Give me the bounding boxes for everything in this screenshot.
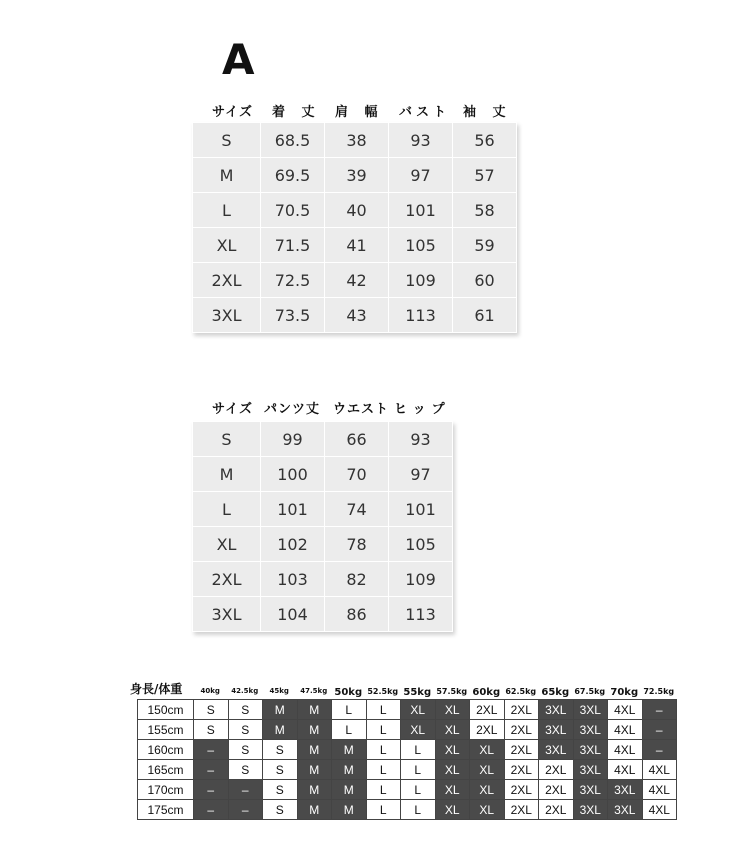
table-row — [193, 228, 517, 263]
value-cell: 113 — [389, 298, 453, 333]
size-cell: XL — [193, 527, 261, 562]
recommend-cell: S — [194, 720, 229, 740]
recommend-cell: 2XL — [470, 700, 505, 720]
recommend-cell: M — [263, 720, 298, 740]
recommend-cell: 3XL — [573, 760, 608, 780]
weight-label: 67.5kg — [574, 687, 606, 696]
value-cell: 105 — [389, 527, 453, 562]
recommend-cell: L — [366, 800, 401, 820]
recommend-cell: – — [642, 740, 677, 760]
recommend-cell: XL — [435, 740, 470, 760]
recommend-cell: L — [366, 740, 401, 760]
table-row — [138, 740, 677, 760]
table-b-header-size: サイズ — [212, 402, 253, 417]
value-cell: 59 — [453, 228, 517, 263]
recommend-cell: 2XL — [504, 700, 539, 720]
size-cell: XL — [193, 228, 261, 263]
recommend-cell: S — [263, 740, 298, 760]
recommend-cell: 4XL — [608, 720, 643, 740]
recommend-cell: 2XL — [504, 800, 539, 820]
table-row — [193, 597, 453, 632]
recommend-cell: M — [332, 780, 367, 800]
table-b-header-pants-length: パンツ丈 — [264, 402, 321, 417]
recommend-cell: XL — [401, 700, 436, 720]
recommend-cell: XL — [435, 760, 470, 780]
table-b-header-waist: ウエスト — [333, 402, 390, 417]
recommend-cell: M — [297, 800, 332, 820]
value-cell: 101 — [261, 492, 325, 527]
recommend-cell: 3XL — [608, 780, 643, 800]
size-cell: L — [193, 193, 261, 228]
size-cell: 3XL — [193, 597, 261, 632]
value-cell: 104 — [261, 597, 325, 632]
recommend-cell: L — [366, 760, 401, 780]
recommend-cell: M — [332, 760, 367, 780]
recommend-cell: S — [263, 800, 298, 820]
recommend-cell: 3XL — [608, 800, 643, 820]
height-cell: 165cm — [138, 760, 194, 780]
recommend-cell: XL — [435, 700, 470, 720]
recommend-cell: – — [228, 800, 263, 820]
recommend-cell: M — [297, 740, 332, 760]
size-cell: M — [193, 158, 261, 193]
value-cell: 103 — [261, 562, 325, 597]
weight-label: 47.5kg — [300, 687, 328, 695]
recommend-cell: – — [194, 780, 229, 800]
weight-label: 72.5kg — [643, 687, 675, 696]
table-row — [193, 158, 517, 193]
value-cell: 56 — [453, 123, 517, 158]
height-cell: 175cm — [138, 800, 194, 820]
recommend-cell: – — [642, 720, 677, 740]
value-cell: 66 — [325, 422, 389, 457]
recommend-cell: – — [194, 760, 229, 780]
value-cell: 71.5 — [261, 228, 325, 263]
recommend-cell: S — [263, 780, 298, 800]
recommend-cell: S — [228, 760, 263, 780]
size-cell: S — [193, 123, 261, 158]
size-cell: L — [193, 492, 261, 527]
value-cell: 60 — [453, 263, 517, 298]
weight-label: 42.5kg — [231, 687, 259, 695]
size-table-tops — [192, 122, 517, 333]
value-cell: 72.5 — [261, 263, 325, 298]
recommend-cell: M — [332, 740, 367, 760]
table-a-header-bust: バスト — [399, 105, 451, 120]
table-a-header-sleeve: 袖 丈 — [463, 105, 512, 120]
value-cell: 100 — [261, 457, 325, 492]
value-cell: 70 — [325, 457, 389, 492]
recommend-cell: 2XL — [504, 720, 539, 740]
weight-label: 60kg — [472, 687, 501, 698]
recommend-cell: 3XL — [573, 700, 608, 720]
recommend-cell: 2XL — [470, 720, 505, 740]
value-cell: 39 — [325, 158, 389, 193]
recommend-cell: L — [366, 720, 401, 740]
value-cell: 43 — [325, 298, 389, 333]
value-cell: 57 — [453, 158, 517, 193]
value-cell: 99 — [261, 422, 325, 457]
value-cell: 82 — [325, 562, 389, 597]
recommend-cell: M — [297, 700, 332, 720]
recommend-cell: L — [401, 740, 436, 760]
weight-label: 65kg — [541, 687, 570, 698]
table-row — [138, 720, 677, 740]
value-cell: 93 — [389, 123, 453, 158]
weight-label: 55kg — [403, 687, 432, 698]
recommend-cell: XL — [470, 760, 505, 780]
weight-label: 50kg — [334, 687, 363, 698]
table-row — [138, 780, 677, 800]
size-cell: 2XL — [193, 263, 261, 298]
value-cell: 97 — [389, 158, 453, 193]
recommend-cell: – — [194, 800, 229, 820]
recommend-cell: 4XL — [608, 740, 643, 760]
recommend-cell: L — [366, 700, 401, 720]
recommend-cell: S — [194, 700, 229, 720]
recommend-cell: 4XL — [642, 760, 677, 780]
value-cell: 40 — [325, 193, 389, 228]
recommend-cell: XL — [435, 780, 470, 800]
height-cell: 160cm — [138, 740, 194, 760]
weight-label: 57.5kg — [436, 687, 468, 696]
value-cell: 86 — [325, 597, 389, 632]
recommend-cell: 3XL — [539, 720, 574, 740]
size-cell: S — [193, 422, 261, 457]
weight-label: 52.5kg — [367, 687, 399, 696]
value-cell: 42 — [325, 263, 389, 298]
recommend-cell: S — [228, 700, 263, 720]
table-row — [193, 492, 453, 527]
recommend-cell: M — [297, 720, 332, 740]
recommend-cell: L — [332, 720, 367, 740]
recommend-cell: XL — [470, 800, 505, 820]
weight-label: 62.5kg — [505, 687, 537, 696]
recommend-cell: 2XL — [539, 780, 574, 800]
table-row — [193, 422, 453, 457]
table-b-header-hip: ヒップ — [394, 402, 451, 417]
size-table-pants — [192, 421, 453, 632]
recommend-cell: XL — [470, 780, 505, 800]
recommend-cell: XL — [435, 800, 470, 820]
size-cell: 2XL — [193, 562, 261, 597]
value-cell: 101 — [389, 193, 453, 228]
recommend-cell: 2XL — [504, 760, 539, 780]
recommend-cell: 3XL — [573, 800, 608, 820]
recommend-cell: – — [642, 700, 677, 720]
size-recommend-table — [137, 699, 677, 820]
table-a-header-size: サイズ — [212, 105, 253, 120]
value-cell: 109 — [389, 263, 453, 298]
table-a-header-length: 着 丈 — [272, 105, 321, 120]
recommend-cell: M — [263, 700, 298, 720]
recommend-cell: M — [332, 800, 367, 820]
recommend-cell: XL — [470, 740, 505, 760]
value-cell: 78 — [325, 527, 389, 562]
recommend-cell: 3XL — [573, 720, 608, 740]
value-cell: 38 — [325, 123, 389, 158]
size-cell: M — [193, 457, 261, 492]
section-letter: A — [222, 35, 255, 84]
value-cell: 109 — [389, 562, 453, 597]
value-cell: 68.5 — [261, 123, 325, 158]
value-cell: 61 — [453, 298, 517, 333]
table-row — [138, 700, 677, 720]
recommend-cell: XL — [435, 720, 470, 740]
table-row — [193, 263, 517, 298]
value-cell: 41 — [325, 228, 389, 263]
table-row — [193, 298, 517, 333]
recommend-cell: – — [194, 740, 229, 760]
height-cell: 155cm — [138, 720, 194, 740]
recommend-cell: 2XL — [504, 780, 539, 800]
value-cell: 97 — [389, 457, 453, 492]
table-row — [193, 562, 453, 597]
recommend-cell: 3XL — [539, 700, 574, 720]
table-row — [193, 123, 517, 158]
recommend-cell: XL — [401, 720, 436, 740]
value-cell: 101 — [389, 492, 453, 527]
table-row — [138, 760, 677, 780]
weight-label: 70kg — [610, 687, 639, 698]
recommend-cell: L — [366, 780, 401, 800]
value-cell: 70.5 — [261, 193, 325, 228]
recommend-cell: L — [401, 760, 436, 780]
recommend-cell: 3XL — [573, 780, 608, 800]
weight-label: 45kg — [269, 687, 289, 695]
value-cell: 74 — [325, 492, 389, 527]
table-row — [193, 457, 453, 492]
recommend-title: 身長/体重 — [130, 682, 183, 696]
recommend-cell: M — [297, 760, 332, 780]
recommend-cell: 4XL — [642, 780, 677, 800]
weight-label: 40kg — [200, 687, 220, 695]
height-cell: 170cm — [138, 780, 194, 800]
recommend-cell: 4XL — [608, 700, 643, 720]
recommend-cell: 2XL — [504, 740, 539, 760]
value-cell: 102 — [261, 527, 325, 562]
table-row — [193, 527, 453, 562]
recommend-cell: S — [228, 720, 263, 740]
recommend-cell: 4XL — [608, 760, 643, 780]
recommend-cell: M — [297, 780, 332, 800]
recommend-cell: 2XL — [539, 760, 574, 780]
recommend-cell: S — [263, 760, 298, 780]
table-row — [138, 800, 677, 820]
recommend-cell: L — [401, 780, 436, 800]
table-row — [193, 193, 517, 228]
value-cell: 113 — [389, 597, 453, 632]
value-cell: 58 — [453, 193, 517, 228]
value-cell: 73.5 — [261, 298, 325, 333]
recommend-cell: L — [332, 700, 367, 720]
value-cell: 69.5 — [261, 158, 325, 193]
recommend-cell: L — [401, 800, 436, 820]
recommend-cell: 3XL — [573, 740, 608, 760]
recommend-cell: 4XL — [642, 800, 677, 820]
recommend-cell: – — [228, 780, 263, 800]
recommend-cell: S — [228, 740, 263, 760]
value-cell: 105 — [389, 228, 453, 263]
recommend-cell: 3XL — [539, 740, 574, 760]
value-cell: 93 — [389, 422, 453, 457]
table-a-header-shoulder: 肩 幅 — [335, 105, 384, 120]
recommend-cell: 2XL — [539, 800, 574, 820]
size-cell: 3XL — [193, 298, 261, 333]
height-cell: 150cm — [138, 700, 194, 720]
